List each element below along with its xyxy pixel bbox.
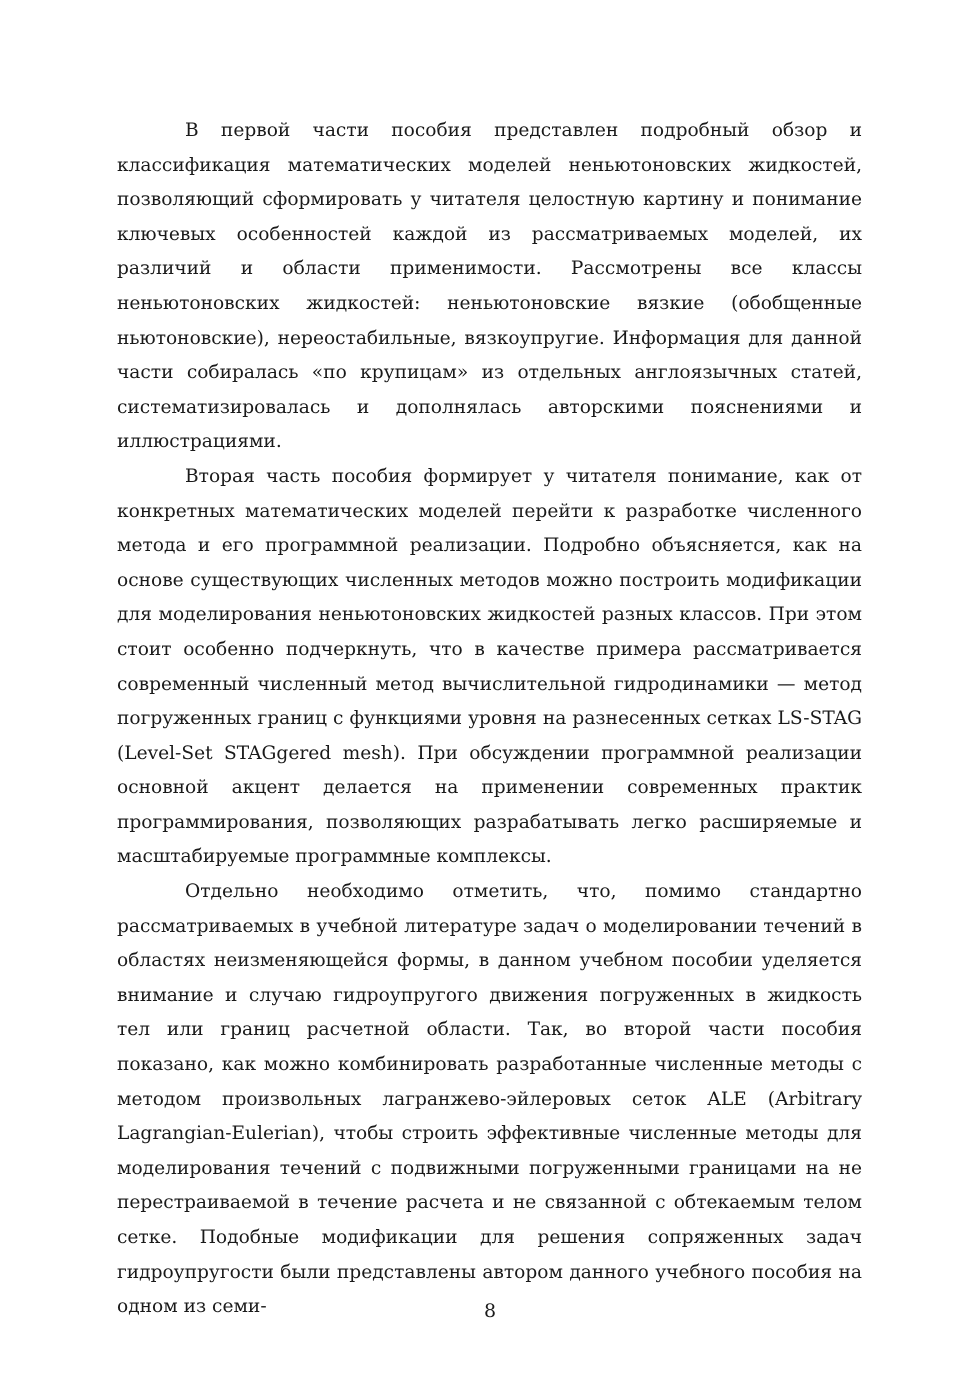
paragraph-2: Вторая часть пособия формирует у читателя понимание, как от конкретных математических моделей перейти к разработке численного метода и его программной реализации. Подробно объясняется, как на основе существующих численных методов можно построить модификации для моделирования неньютоновских жидкостей разных классов. При этом стоит особенно подчеркнуть, что в качестве примера рассматривается современный численный метод вычислительной гидродинамики — метод погруженных границ с функциями уровня на разнесенных сетках LS-STAG (Level-Set STAGgered mesh). При обсуждении программной реализации основной акцент делается на применении современных практик программирования, позволяющих разрабатывать легко расширяемые и масштабируемые программные комплексы. [117, 465, 862, 868]
page-number: 8 [483, 1300, 497, 1322]
paragraph-1: В первой части пособия представлен подробный обзор и классификация математических моделей неньютоновских жидкостей, позволяющий сформировать у читателя целостную картину и понимание ключевых особенностей каждой из рассматриваемых моделей, их различий и области применимости. Рассмотрены все классы неньютоновских жидкостей: неньютоновские вязкие (обобщенные ньютоновские), нереостабильные, вязкоупругие. Информация для данной части собиралась «по крупицам» из отдельных англоязычных статей, систематизировалась и дополнялась авторскими пояснениями и иллюстрациями. [117, 120, 862, 453]
body-text [117, 114, 862, 1325]
paragraph-3: Отдельно необходимо отметить, что, помимо стандартно рассматриваемых в учебной литературе задач о моделировании течений в областях неизменяющейся формы, в данном учебном пособии уделяется внимание и случаю гидроупругого движения погруженных в жидкость тел или границ расчетной области. Так, во второй части пособия показано, как можно комбинировать разработанные численные методы с методом произвольных лагранжево-эйлеровых сеток ALE (Arbitrary Lagrangian-Eulerian), чтобы строить эффективные численные методы для моделирования течений с подвижными погруженными границами на не перестраиваемой в течение расчета и не связанной с обтекаемым телом сетке. Подобные модификации для решения сопряженных задач гидроупругости были представлены автором данного учебного пособия на одном из семи- [117, 881, 862, 1318]
